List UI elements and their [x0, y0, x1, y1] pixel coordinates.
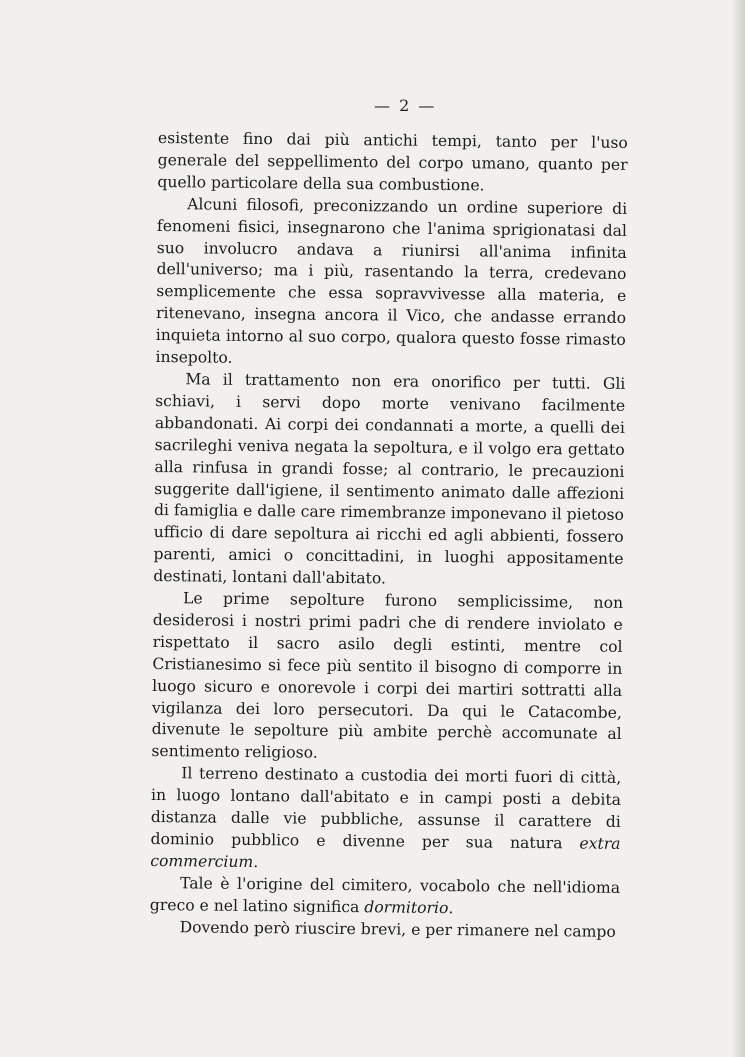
- paragraph-3: [153, 369, 625, 593]
- paragraph-7: [150, 917, 620, 944]
- paragraph-7-text: Dovendo però riuscire brevi, e per rimanere nel campo: [179, 917, 616, 941]
- paragraph-5: [150, 763, 621, 877]
- paragraph-1: [157, 128, 628, 199]
- paragraph-1-text: esistente fino dai più antichi tempi, tanto per l'uso generale del seppellimento del corpo umano, quanto per quello particolare della sua combustione.: [157, 128, 628, 195]
- body-text: [150, 128, 628, 943]
- paragraph-6-italic: dormitorio: [364, 897, 449, 917]
- page-edge-shadow: [731, 0, 745, 1057]
- paragraph-4: [151, 588, 623, 768]
- paragraph-5-italic: extra commercium: [150, 834, 621, 871]
- paragraph-6-end: .: [448, 898, 454, 917]
- paragraph-5-end: .: [253, 852, 259, 871]
- paragraph-6-text: Tale è l'origine del cimitero, vocabolo che nell'idioma greco e nel latino significa: [149, 874, 621, 916]
- paragraph-2: [155, 194, 627, 374]
- paragraph-2-text: Alcuni filosofi, preconizzando un ordine superiore di fenomeni fisici, insegnarono che l'anima sprigionatasi dal suo involucro andava a riunirsi all'anima infinita dell'universo; ma i più, rasentando la terra, credevano semplicemente che essa sopravvivesse alla materia, e ritenevano, insegna ancora il Vico, che andasse errando inquieta intorno al suo corpo, qualora questo fosse rimasto insepolto.: [155, 195, 628, 367]
- paragraph-5-text: Il terreno destinato a custodia dei morti fuori di città, in luogo lontano dall'abitato e in campi posti a debita distanza dalle vie pubbliche, assunse il carattere di dominio pubblico e divenne per sua natura: [150, 764, 622, 853]
- paragraph-3-text: Ma il trattamento non era onorifico per tutti. Gli schiavi, i servi dopo morte venivano facilmente abbandonati. Ai corpi dei condannati a morte, a quelli dei sacrileghi veniva negata la sepoltura, e il volgo era gettato alla rinfusa in grandi fosse; al contrario, le precauzioni suggerite dall'igiene, il sentimento animato dalle affezioni di famiglia e dalle care rimembranze imponevano il pietoso ufficio di dare sepoltura ai ricchi ed agli abbienti, fossero parenti, amici o concittadini, in luoghi appositamente destinati, lontani dall'abitato.: [153, 370, 626, 588]
- page-number: — 2 —: [374, 96, 437, 115]
- paragraph-4-text: Le prime sepolture furono semplicissime, non desiderosi i nostri primi padri che di rendere inviolato e rispettato il sacro asilo degli estinti, mentre col Cristianesimo si fece più sentito il bisogno di comporre in luogo sicuro e onorevole i corpi dei martiri sottratti alla vigilanza dei loro persecutori. Da qui le Catacombe, divenute le sepolture più ambite perchè accomunate al sentimento religioso.: [151, 589, 624, 763]
- paragraph-6: [150, 873, 620, 922]
